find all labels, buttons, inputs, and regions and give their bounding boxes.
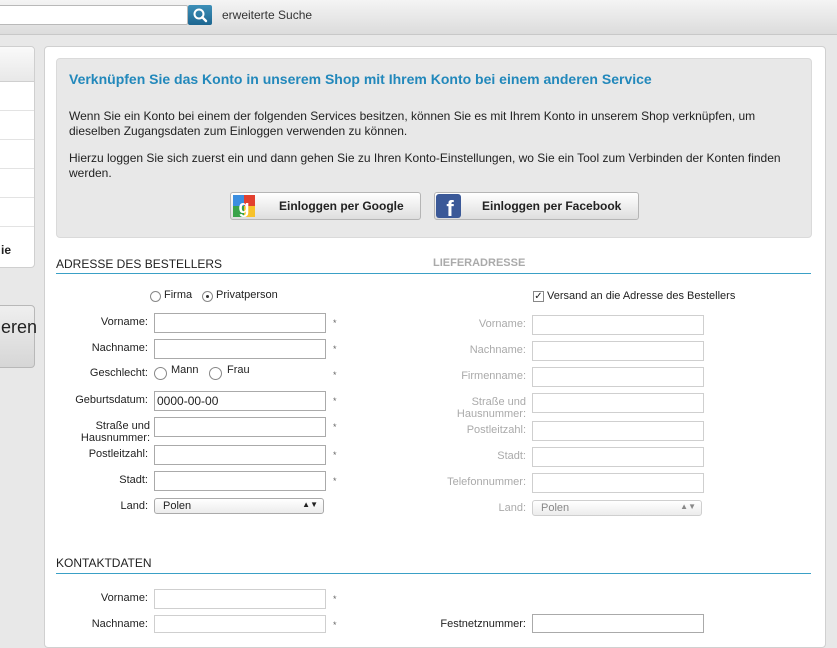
radio-frau[interactable]	[209, 367, 222, 380]
sidebar-item[interactable]	[0, 82, 34, 111]
ship-land-select-value: Polen	[541, 502, 570, 514]
ship-vorname-input[interactable]	[532, 315, 704, 335]
contact-nachname-label: Nachname:	[91, 618, 148, 630]
sidebar-item[interactable]	[0, 111, 34, 140]
nachname-label: Nachname:	[91, 342, 148, 354]
ship-strasse-label: Straße und Hausnummer:	[456, 396, 526, 420]
search-icon	[188, 5, 212, 25]
section-divider	[56, 573, 811, 574]
social-login-text: Wenn Sie ein Konto bei einem der folgenden Services besitzen, können Sie es mit Ihrem Konto in unserem Shop verknüpfen, um dieselben Zugangsdaten zum Einloggen verwenden zu können.	[69, 109, 756, 138]
festnetz-label: Festnetznummer:	[440, 618, 526, 630]
geschlecht-label: Geschlecht:	[89, 367, 148, 379]
stadt-label: Stadt:	[119, 474, 148, 486]
select-arrows-icon: ▲▼	[680, 502, 696, 511]
ship-postleitzahl-input[interactable]	[532, 421, 704, 441]
ship-telefon-input[interactable]	[532, 473, 704, 493]
ship-land-label: Land:	[498, 502, 526, 514]
geburtsdatum-input[interactable]: 0000-00-00	[154, 391, 326, 411]
social-login-hint: Hierzu loggen Sie sich zuerst ein und dann gehen Sie zu Ihren Konto-Einstellungen, wo Sie ein Tool zum Verbinden der Konten finden werden.	[69, 151, 781, 180]
sidebar-button-label: eren	[1, 317, 38, 337]
sidebar-item-label[interactable]: ie	[1, 243, 12, 257]
required-marker: *	[333, 396, 337, 406]
social-login-title: Verknüpfen Sie das Konto in unserem Shop mit Ihrem Konto bei einem anderen Service	[69, 71, 652, 87]
required-marker: *	[333, 476, 337, 486]
same-address-checkbox[interactable]: ✓	[534, 291, 543, 302]
geburtsdatum-label: Geburtsdatum:	[75, 394, 148, 406]
vorname-label: Vorname:	[100, 316, 148, 328]
sidebar-item[interactable]	[0, 198, 34, 227]
radio-privatperson[interactable]	[202, 291, 213, 302]
shipping-heading: LIEFERADRESSE	[433, 257, 526, 269]
advanced-search-link[interactable]: erweiterte Suche	[222, 8, 313, 22]
billing-heading: ADRESSE DES BESTELLERS	[56, 257, 223, 271]
strasse-input[interactable]	[154, 417, 326, 437]
facebook-login-label: Einloggen per Facebook	[482, 199, 622, 213]
postleitzahl-input[interactable]	[154, 445, 326, 465]
top-bar	[0, 0, 837, 35]
svg-text:f: f	[446, 196, 454, 219]
facebook-login-button[interactable]	[434, 192, 639, 220]
google-icon	[231, 193, 258, 219]
sidebar-item[interactable]	[0, 169, 34, 198]
required-marker: *	[333, 318, 337, 328]
search-button[interactable]	[188, 5, 212, 25]
required-marker: *	[333, 422, 337, 432]
land-select[interactable]	[154, 498, 324, 514]
required-marker: *	[333, 620, 337, 630]
ship-stadt-label: Stadt:	[497, 450, 526, 462]
required-marker: *	[333, 594, 337, 604]
section-divider	[56, 273, 811, 274]
ship-firmenname-label: Firmenname:	[461, 370, 526, 382]
required-marker: *	[333, 344, 337, 354]
radio-mann-label: Mann	[171, 364, 199, 376]
sidebar-menu	[0, 46, 35, 268]
sidebar-button[interactable]	[0, 305, 38, 368]
contact-heading: KONTAKTDATEN	[56, 556, 152, 570]
sidebar-header	[0, 47, 34, 82]
stadt-input[interactable]	[154, 471, 326, 491]
required-marker: *	[333, 450, 337, 460]
select-arrows-icon: ▲▼	[302, 500, 318, 509]
strasse-label: Straße und Hausnummer:	[80, 420, 150, 444]
ship-nachname-label: Nachname:	[469, 344, 526, 356]
vorname-input[interactable]	[154, 313, 326, 333]
nachname-input[interactable]	[154, 339, 326, 359]
ship-nachname-input[interactable]	[532, 341, 704, 361]
facebook-icon	[435, 193, 462, 219]
radio-mann[interactable]	[154, 367, 167, 380]
radio-firma-label: Firma	[164, 289, 193, 301]
festnetz-input[interactable]	[532, 614, 704, 633]
svg-text:g: g	[238, 197, 250, 217]
postleitzahl-label: Postleitzahl:	[88, 448, 148, 460]
social-login-box	[56, 58, 812, 238]
ship-strasse-input[interactable]	[532, 393, 704, 413]
contact-nachname-input[interactable]	[154, 615, 326, 633]
required-marker: *	[333, 370, 337, 380]
ship-telefon-label: Telefonnummer:	[447, 476, 526, 488]
search-input[interactable]	[0, 5, 188, 25]
ship-stadt-input[interactable]	[532, 447, 704, 467]
ship-land-select[interactable]	[532, 500, 702, 516]
radio-privatperson-label: Privatperson	[216, 289, 278, 301]
ship-postleitzahl-label: Postleitzahl:	[466, 424, 526, 436]
same-address-label: Versand an die Adresse des Bestellers	[547, 290, 736, 302]
contact-vorname-input[interactable]	[154, 589, 326, 609]
land-select-value: Polen	[163, 500, 192, 512]
ship-firmenname-input[interactable]	[532, 367, 704, 387]
radio-firma[interactable]	[150, 291, 161, 302]
sidebar-item[interactable]	[0, 140, 34, 169]
contact-vorname-label: Vorname:	[100, 592, 148, 604]
radio-frau-label: Frau	[227, 364, 250, 376]
ship-vorname-label: Vorname:	[478, 318, 526, 330]
google-login-label: Einloggen per Google	[279, 199, 404, 213]
google-login-button[interactable]	[230, 192, 421, 220]
land-label: Land:	[120, 500, 148, 512]
